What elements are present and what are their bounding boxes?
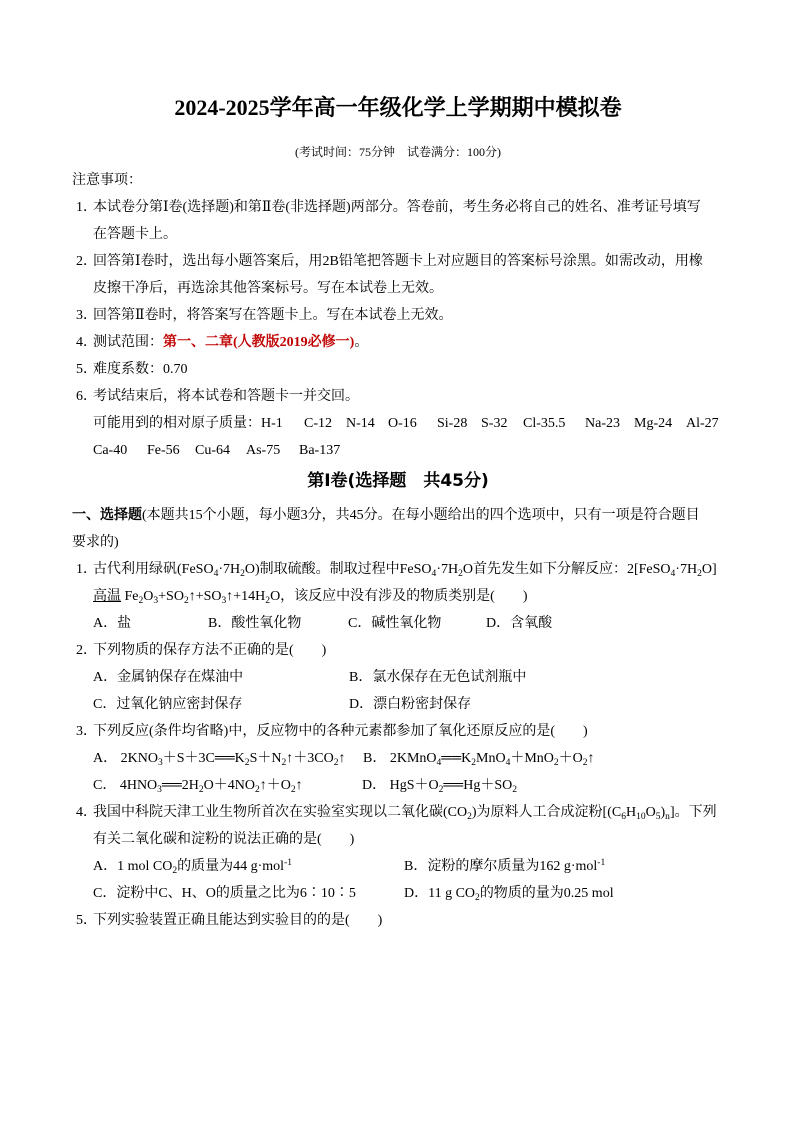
note-item-3: [72, 302, 724, 329]
question-1: [72, 556, 724, 637]
question-number: 5．: [76, 912, 97, 928]
atomic-mass: Na-23: [585, 415, 620, 431]
atomic-mass: Ba-137: [299, 442, 341, 458]
subscript: 5: [655, 811, 661, 822]
note-item-6: [72, 383, 724, 410]
subscript: 2: [458, 568, 463, 579]
note-number: 4．: [76, 334, 97, 350]
part-heading: [72, 502, 724, 556]
note-item-2: [72, 248, 724, 275]
question-text-continued: 高温 $Fe_2O_3+SO_2↑+SO_3↑+14H_2O$，该反应中没有涉及的物质类别是( ): [93, 588, 528, 606]
subscript: 2: [438, 784, 444, 795]
question-5: [72, 907, 724, 934]
subscript: 2: [198, 784, 204, 795]
subscript: 2: [172, 865, 178, 876]
atomic-mass: Si-28: [437, 415, 468, 431]
question-text: 下列实验装置正确且能达到实验目的的是( ): [93, 912, 383, 928]
subscript: 4: [670, 568, 676, 579]
subscript: 2: [255, 784, 260, 795]
note-item-4: [72, 329, 724, 356]
option-c[interactable]: C．淀粉中C、H、O的质量之比为6∶10∶5: [93, 885, 356, 901]
atomic-mass: O-16: [388, 415, 417, 431]
option-row: [72, 664, 724, 691]
note-text: 难度系数：0.70: [93, 361, 188, 377]
atomic-mass: Ca-40: [93, 442, 128, 458]
note-number: 6．: [76, 388, 97, 404]
option-a[interactable]: A．盐: [93, 615, 132, 631]
superscript: -1: [284, 857, 292, 868]
subscript: 2: [512, 784, 518, 795]
option-d[interactable]: D．11 g $CO_2$的物质的量为0.25 mol: [404, 885, 614, 903]
note-text: 本试卷分第Ⅰ卷(选择题)和第Ⅱ卷(非选择题)两部分。答卷前，考生务必将自己的姓名、准考证号填写: [93, 199, 701, 215]
atomic-mass: Cu-64: [195, 442, 230, 458]
question-stem: [72, 799, 724, 826]
page-content: [72, 0, 724, 934]
notes-heading: 注意事项：: [72, 172, 142, 188]
note-number: 2．: [76, 253, 97, 269]
question-stem: [72, 637, 724, 664]
superscript: -1: [597, 857, 606, 868]
subscript: 2: [697, 568, 702, 579]
question-stem: [72, 718, 724, 745]
option-d[interactable]: D．漂白粉密封保存: [349, 696, 472, 712]
option-c[interactable]: C．过氧化钠应密封保存: [93, 696, 243, 712]
option-a[interactable]: A． $2KNO_3+S+3C══K_2S+N_2↑+3CO_2↑$: [93, 750, 346, 768]
exam-subtitle: (考试时间：75分钟 试卷满分：100分): [295, 145, 501, 159]
subscript: 2: [467, 811, 472, 822]
subscript: 2: [244, 757, 250, 768]
notes-block: [72, 167, 724, 464]
question-text: 古代利用绿矾$(FeSO_4\cdot 7H_2O)$制取硫酸。制取过程中$FeSO_4\cdot 7H_2O$首先发生如下分解反应：$2[FeSO_4\cdot 7H_2O]$: [93, 561, 717, 579]
subscript: n: [665, 811, 670, 822]
subscript: 4: [213, 568, 219, 579]
atomic-mass: As-75: [246, 442, 281, 458]
option-row: [72, 691, 724, 718]
atomic-mass: Fe-56: [147, 442, 180, 458]
subscript: 2: [290, 784, 296, 795]
question-number: 4．: [76, 804, 97, 820]
question-3: [72, 718, 724, 799]
option-c[interactable]: C．碱性氧化物: [348, 615, 442, 631]
subscript: 2: [475, 892, 480, 903]
note-number: 3．: [76, 307, 97, 323]
part-heading-line: 一、选择题(本题共15个小题，每小题3分，共45分。在每小题给出的四个选项中，只有一项是符合题目: [72, 507, 700, 523]
subscript: 2: [240, 568, 245, 579]
subscript: 2: [281, 757, 287, 768]
note-text: 考试结束后，将本试卷和答题卡一并交回。: [93, 388, 359, 404]
question-4: [72, 799, 724, 907]
subscript: 2: [553, 757, 559, 768]
subscript: 2: [582, 757, 588, 768]
question-text: 我国中科院天津工业生物所首次在实验室实现以二氧化碳$(CO_2)$为原料人工合成淀粉$[(C_6H_{10}O_5)_n]$。下列: [93, 804, 717, 822]
underlined-condition: 高温: [93, 588, 121, 604]
subscript: 6: [621, 811, 626, 822]
subscript: 4: [436, 757, 442, 768]
question-text: 下列物质的保存方法不正确的是( ): [93, 642, 327, 658]
subscript: 10: [636, 811, 646, 822]
option-b[interactable]: B． $2KMnO_4══K_2MnO_4+MnO_2+O_2↑$: [363, 750, 595, 768]
question-number: 1．: [76, 561, 97, 577]
note-text: 回答第Ⅱ卷时，将答案写在答题卡上。写在本试卷上无效。: [93, 307, 453, 323]
subscript: 4: [431, 568, 437, 579]
emphasis-text: 第一、二章(人教版2019必修一): [163, 334, 355, 350]
question-number: 3．: [76, 723, 97, 739]
subscript: 3: [157, 757, 163, 768]
note-item-5: [72, 356, 724, 383]
question-text-continued: 有关二氧化碳和淀粉的说法正确的是( ): [93, 831, 355, 847]
subscript: 2: [471, 757, 476, 768]
question-number: 2．: [76, 642, 97, 658]
atomic-mass: Al-27: [686, 415, 719, 431]
option-b[interactable]: B．淀粉的摩尔质量为162 g·mol$^{-1}$: [404, 857, 606, 874]
subscript: 2: [333, 757, 339, 768]
note-text: 测试范围：第一、二章(人教版2019必修一)。: [93, 334, 369, 350]
atomic-mass: Mg-24: [634, 415, 673, 431]
note-number: 5．: [76, 361, 97, 377]
question-stem: [72, 907, 724, 934]
option-row: [72, 853, 724, 880]
option-b[interactable]: B．氯水保存在无色试剂瓶中: [349, 669, 527, 685]
option-row: [72, 610, 724, 637]
bold-text: 一、选择题: [72, 507, 142, 523]
subscript: 4: [505, 757, 511, 768]
note-text-continued: 在答题卡上。: [93, 226, 177, 242]
subscript: 3: [221, 595, 227, 606]
subscript: 2: [265, 595, 271, 606]
atomic-mass: Cl-35.5: [523, 415, 566, 431]
option-a[interactable]: A．1 mol $CO_2$的质量为44 g·mol$^{-1}$: [93, 857, 292, 876]
subscript: 2: [183, 595, 189, 606]
section-title: 第Ⅰ卷(选择题 共45分): [307, 471, 489, 491]
note-text: 回答第Ⅰ卷时，选出每小题答案后，用2B铅笔把答题卡上对应题目的答案标号涂黑。如需改动，用橡: [93, 253, 703, 269]
atomic-mass: N-14: [346, 415, 375, 431]
subscript: 3: [153, 595, 159, 606]
option-row: [72, 745, 724, 772]
subscript: 2: [138, 595, 144, 606]
note-text-continued: 皮擦干净后，再选涂其他答案标号。写在本试卷上无效。: [93, 280, 443, 296]
atomic-masses-row-1: [72, 410, 724, 437]
atomic-mass: S-32: [481, 415, 508, 431]
note-item-1: [72, 194, 724, 221]
exam-title: 2024-2025学年高一年级化学上学期期中模拟卷: [174, 95, 622, 120]
question-text: 下列反应(条件均省略)中，反应物中的各种元素都参加了氧化还原反应的是( ): [93, 723, 588, 739]
part-heading-line: 要求的): [72, 534, 119, 550]
note-number: 1．: [76, 199, 97, 215]
atomic-masses-row-2: [72, 437, 724, 464]
option-row: [72, 772, 724, 799]
option-row: [72, 880, 724, 907]
atomic-masses-label: 可能用到的相对原子质量：: [93, 415, 261, 431]
option-c[interactable]: C． $4HNO_3══2H_2O+4NO_2↑+O_2↑$: [93, 777, 303, 795]
question-2: [72, 637, 724, 718]
subscript: 3: [157, 784, 162, 795]
question-stem: [72, 556, 724, 583]
option-d[interactable]: D．含氧酸: [486, 615, 553, 631]
option-b[interactable]: B．酸性氧化物: [208, 615, 302, 631]
atomic-mass: H-1: [261, 415, 283, 431]
atomic-mass: C-12: [304, 415, 332, 431]
option-d[interactable]: D． $HgS+O_2══Hg+SO_2$: [362, 777, 518, 795]
option-a[interactable]: A．金属钠保存在煤油中: [93, 669, 244, 685]
